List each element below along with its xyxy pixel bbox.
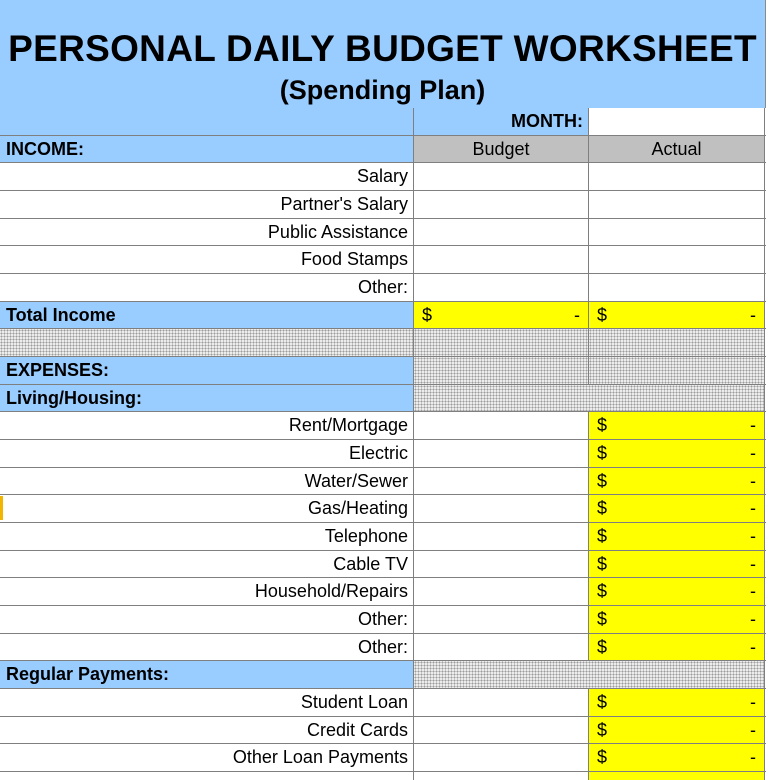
income-actual-input[interactable] xyxy=(589,246,765,273)
expense-budget-input[interactable] xyxy=(414,689,589,716)
expense-actual xyxy=(589,689,765,716)
expense-row xyxy=(0,440,766,468)
amount-value: - xyxy=(750,442,756,463)
amount-value: - xyxy=(750,415,756,436)
currency-symbol: $ xyxy=(597,719,608,740)
budget-column-header: Budget xyxy=(414,136,589,163)
expense-label: Rent/Mortgage xyxy=(0,412,414,439)
amount-value: - xyxy=(574,304,580,325)
expense-row xyxy=(0,523,766,551)
currency-symbol: $ xyxy=(597,691,608,712)
shaded-cell xyxy=(414,329,589,356)
expense-row xyxy=(0,744,766,772)
month-spacer-cell xyxy=(0,108,414,135)
expense-budget-input[interactable] xyxy=(414,440,589,467)
expenses-header-row xyxy=(0,357,766,385)
income-header: INCOME: xyxy=(0,136,414,163)
income-row xyxy=(0,246,766,274)
amount-value: - xyxy=(750,525,756,546)
currency-symbol: $ xyxy=(597,304,608,325)
expense-budget-input[interactable] xyxy=(414,772,589,780)
shaded-cell xyxy=(589,329,765,356)
expense-budget-input[interactable] xyxy=(414,468,589,495)
income-budget-input[interactable] xyxy=(414,191,589,218)
income-budget-input[interactable] xyxy=(414,274,589,301)
shaded-cell xyxy=(414,661,765,688)
currency-symbol: $ xyxy=(597,498,608,519)
income-label: Food Stamps xyxy=(0,246,414,273)
currency-symbol: $ xyxy=(597,581,608,602)
expense-label: Other Loan Payments xyxy=(0,744,414,771)
currency-symbol: $ xyxy=(597,553,608,574)
income-row xyxy=(0,191,766,219)
row-selection-marker xyxy=(0,496,3,520)
amount-value: - xyxy=(750,470,756,491)
shaded-cell xyxy=(414,385,765,412)
amount-value: - xyxy=(750,498,756,519)
expense-row xyxy=(0,495,766,523)
expense-label: Telephone xyxy=(0,523,414,550)
amount-value: - xyxy=(750,304,756,325)
expense-label: Student Loan xyxy=(0,689,414,716)
worksheet-subtitle: (Spending Plan) xyxy=(279,75,486,105)
spacer-row xyxy=(0,329,766,357)
actual-column-header: Actual xyxy=(589,136,765,163)
expense-actual xyxy=(589,744,765,771)
expense-actual xyxy=(589,717,765,744)
expense-row xyxy=(0,689,766,717)
income-budget-input[interactable] xyxy=(414,163,589,190)
expense-actual xyxy=(589,551,765,578)
expense-actual xyxy=(589,412,765,439)
expense-actual xyxy=(589,495,765,522)
currency-symbol: $ xyxy=(597,608,608,629)
currency-symbol: $ xyxy=(597,415,608,436)
currency-symbol: $ xyxy=(597,442,608,463)
expense-label: Gas/Heating xyxy=(0,495,414,522)
expense-budget-input[interactable] xyxy=(414,744,589,771)
amount-value: - xyxy=(750,719,756,740)
income-actual-input[interactable] xyxy=(589,274,765,301)
expense-row xyxy=(0,412,766,440)
income-budget-input[interactable] xyxy=(414,219,589,246)
month-input[interactable] xyxy=(589,108,765,135)
title-block xyxy=(0,0,766,108)
worksheet-title: PERSONAL DAILY BUDGET WORKSHEET xyxy=(8,28,757,69)
amount-value: - xyxy=(750,691,756,712)
total-income-actual xyxy=(589,302,765,329)
currency-symbol: $ xyxy=(597,636,608,657)
total-income-row xyxy=(0,302,766,330)
expense-row xyxy=(0,551,766,579)
currency-symbol: $ xyxy=(597,525,608,546)
expense-label: Other: xyxy=(0,634,414,661)
shaded-cell xyxy=(589,357,765,384)
expense-actual xyxy=(589,634,765,661)
income-actual-input[interactable] xyxy=(589,191,765,218)
expense-budget-input[interactable] xyxy=(414,634,589,661)
expenses-header: EXPENSES: xyxy=(0,357,414,384)
amount-value: - xyxy=(750,636,756,657)
income-label: Salary xyxy=(0,163,414,190)
expense-label: Water/Sewer xyxy=(0,468,414,495)
expense-budget-input[interactable] xyxy=(414,551,589,578)
expense-row xyxy=(0,634,766,662)
month-label: MONTH: xyxy=(414,108,589,135)
expense-budget-input[interactable] xyxy=(414,717,589,744)
income-row xyxy=(0,219,766,247)
expense-budget-input[interactable] xyxy=(414,523,589,550)
expense-budget-input[interactable] xyxy=(414,495,589,522)
expense-label: Other: xyxy=(0,606,414,633)
amount-value: - xyxy=(750,553,756,574)
expense-actual-partial xyxy=(589,772,765,780)
expense-row xyxy=(0,606,766,634)
amount-value: - xyxy=(750,581,756,602)
currency-symbol: $ xyxy=(597,470,608,491)
income-row xyxy=(0,274,766,302)
living-header-row xyxy=(0,385,766,413)
expense-row-partial xyxy=(0,772,766,780)
expense-label-partial xyxy=(0,772,414,780)
expense-actual xyxy=(589,523,765,550)
budget-grid xyxy=(0,108,766,780)
expense-row xyxy=(0,717,766,745)
expense-row xyxy=(0,468,766,496)
currency-symbol: $ xyxy=(597,747,608,768)
income-label: Partner's Salary xyxy=(0,191,414,218)
month-row xyxy=(0,108,766,136)
income-label: Public Assistance xyxy=(0,219,414,246)
income-budget-input[interactable] xyxy=(414,246,589,273)
income-actual-input[interactable] xyxy=(589,219,765,246)
expense-actual xyxy=(589,578,765,605)
expense-row xyxy=(0,578,766,606)
living-housing-header: Living/Housing: xyxy=(0,385,414,412)
total-income-budget xyxy=(414,302,589,329)
expense-actual xyxy=(589,440,765,467)
income-row xyxy=(0,163,766,191)
expense-budget-input[interactable] xyxy=(414,578,589,605)
amount-value: - xyxy=(750,608,756,629)
expense-budget-input[interactable] xyxy=(414,412,589,439)
total-income-label: Total Income xyxy=(0,302,414,329)
expense-actual xyxy=(589,606,765,633)
income-header-row xyxy=(0,136,766,164)
shaded-cell xyxy=(0,329,414,356)
expense-label: Credit Cards xyxy=(0,717,414,744)
expense-label: Household/Repairs xyxy=(0,578,414,605)
currency-symbol: $ xyxy=(422,304,433,325)
expense-label: Cable TV xyxy=(0,551,414,578)
expense-budget-input[interactable] xyxy=(414,606,589,633)
income-label: Other: xyxy=(0,274,414,301)
regular-payments-header-row xyxy=(0,661,766,689)
expense-label: Electric xyxy=(0,440,414,467)
income-actual-input[interactable] xyxy=(589,163,765,190)
shaded-cell xyxy=(414,357,589,384)
expense-actual xyxy=(589,468,765,495)
amount-value: - xyxy=(750,747,756,768)
regular-payments-header: Regular Payments: xyxy=(0,661,414,688)
